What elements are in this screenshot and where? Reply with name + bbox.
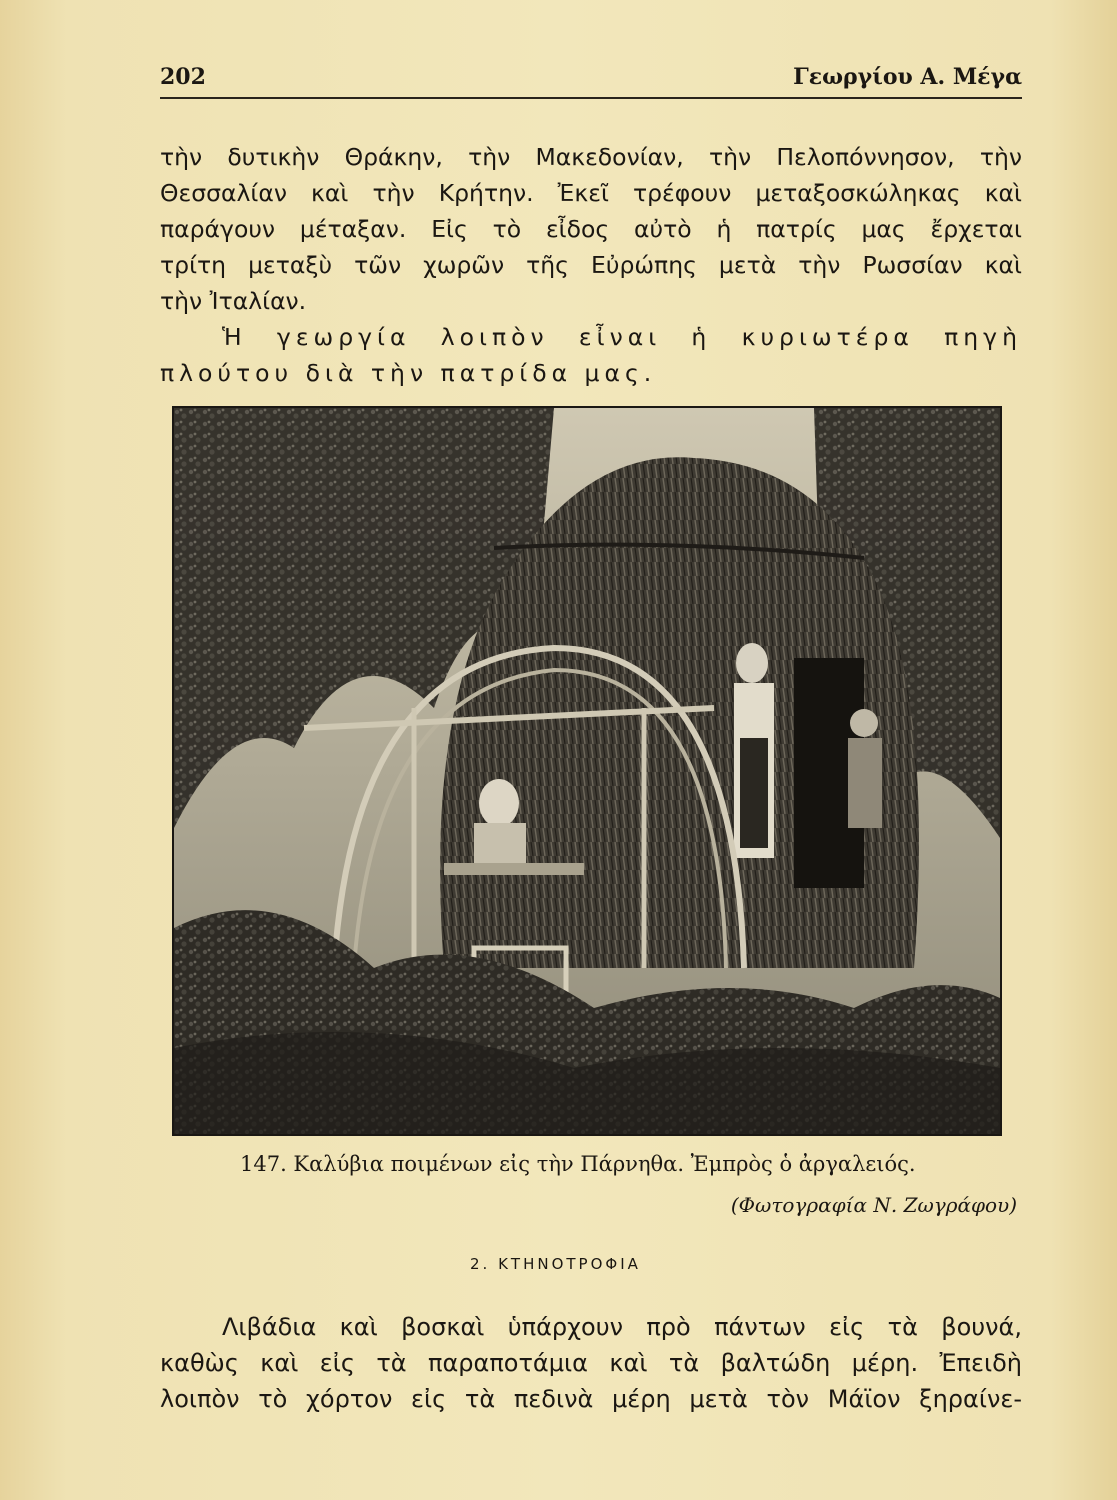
photo-illustration	[174, 408, 1000, 1134]
text-line: παράγουν μέταξαν. Εἰς τὸ εἶδος αὐτὸ ἡ πατρίς μας ἔρχεται	[160, 215, 1022, 243]
text-line: τρίτη μεταξὺ τῶν χωρῶν τῆς Εὐρώπης μετὰ τὴν Ρωσσίαν καὶ	[160, 251, 1022, 279]
text-line: Λιβάδια καὶ βοσκαὶ ὑπάρχουν πρὸ πάντων εἰς τὰ βουνά,	[222, 1313, 1022, 1341]
paragraph-sericulture	[160, 139, 1022, 319]
page-number: 202	[160, 64, 206, 90]
text-line: λοιπὸν τὸ χόρτον εἰς τὰ πεδινὰ μέρη μετὰ τὸν Μάϊον ξηραίνε-	[160, 1385, 1022, 1413]
figure-caption: 147. Καλύβια ποιμένων εἰς τὴν Πάρνηθα. Ἐμπρὸς ὁ ἀργαλειός.	[240, 1152, 916, 1176]
text-line: Θεσσαλίαν καὶ τὴν Κρήτην. Ἐκεῖ τρέφουν μεταξοσκώληκας καὶ	[160, 179, 1022, 207]
page-header	[160, 62, 1022, 102]
text-line: πλούτου διὰ τὴν πατρίδα μας.	[160, 359, 657, 387]
running-head: Γεωργίου Α. Μέγα	[793, 64, 1022, 90]
header-rule	[160, 97, 1022, 99]
paragraph-agriculture-summary	[160, 319, 1022, 391]
shepherd-huts-photo	[172, 406, 1002, 1136]
text-line: τὴν δυτικὴν Θράκην, τὴν Μακεδονίαν, τὴν Πελοπόννησον, τὴν	[160, 143, 1022, 171]
text-line: καθὼς καὶ εἰς τὰ παραποτάμια καὶ τὰ βαλτώδη μέρη. Ἐπειδὴ	[160, 1349, 1022, 1377]
paragraph-livestock	[160, 1309, 1022, 1417]
photo-credit: (Φωτογραφία Ν. Ζωγράφου)	[730, 1193, 1017, 1217]
section-heading: 2. ΚΤΗΝΟΤΡΟΦΙΑ	[470, 1255, 641, 1273]
text-line: τὴν Ἰταλίαν.	[160, 287, 307, 315]
text-line: Ἡ γεωργία λοιπὸν εἶναι ἡ κυριωτέρα πηγὴ	[222, 323, 1022, 351]
